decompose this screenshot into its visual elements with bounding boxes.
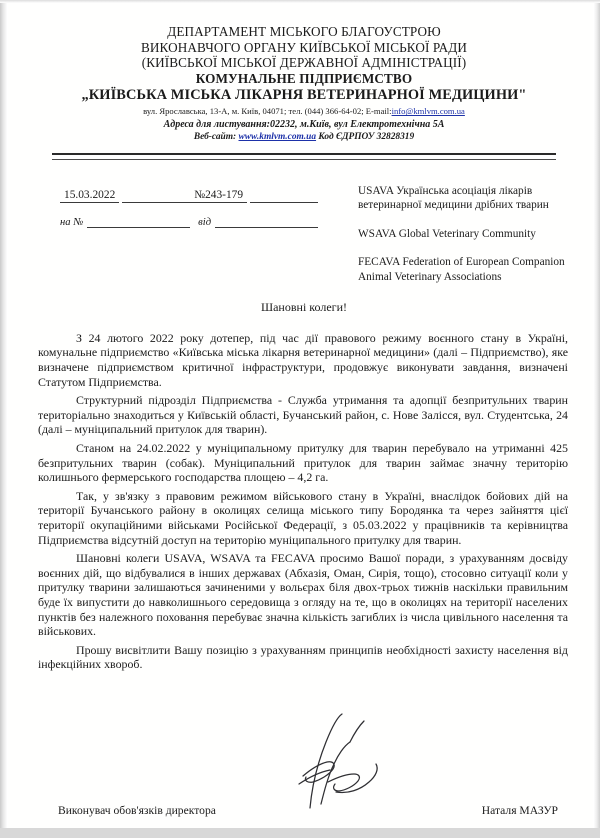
- email-link[interactable]: info@kmlvm.com.ua: [391, 106, 465, 117]
- paragraph-5: Шановні колеги USAVA, WSAVA та FECAVA просимо Вашої поради, з урахуванням досвіду воєнних дій, що відбувалися в інших державах (Абхазія, Оман, Сирія, тощо), стосовно ситуації коли у притулку тварини залишаються зачиненими у вольєрах біля двох-трьох тижнів наскільки правильним буде їх випустити до навколишнього середовища з огляду на те, що в околицях на території населених пунктів без належного поховання перебуває значна кількість загиблих із числа цивільного населення та військових.: [38, 551, 568, 639]
- reference-row-outgoing: [60, 186, 318, 203]
- page-edge-left: [0, 0, 7, 828]
- from-label: від: [198, 216, 212, 228]
- from-date-rule: [215, 214, 318, 228]
- on-number-rule: [87, 214, 190, 228]
- paragraph-1: З 24 лютого 2022 року дотепер, під час дії правового режиму воєнного стану в Україні, комунальне підприємство «Київська міська лікарня ветеринарної медицини» (далі – Підприємство), яке визначене підприємством критичної інфраструктури, продовжує виконувати завдання, визначені Статутом Підприємства.: [38, 330, 568, 389]
- reference-and-addressee-block: [38, 186, 570, 286]
- addressee-fecava: FECAVA Federation of European Companion Animal Veterinary Associations: [358, 256, 565, 283]
- letterhead-contact: [38, 106, 570, 118]
- letterhead-line-2: ВИКОНАВЧОГО ОРГАНУ КИЇВСЬКОЇ МІСЬКОЇ РАДИ: [141, 39, 467, 55]
- letterhead-line-4: КОМУНАЛЬНЕ ПІДПРИЄМСТВО: [195, 70, 413, 86]
- contact-address-phone: вул. Ярославська, 13-А, м. Київ, 04071; тел. (044) 366-64-02; E-mail:: [143, 106, 392, 117]
- letterhead-line-3: (КИЇВСЬКОЇ МІСЬКОЇ ДЕРЖАВНОЇ АДМІНІСТРАЦІЇ): [141, 55, 467, 71]
- salutation: Шановні колеги!: [261, 299, 347, 314]
- letterhead-web-line: [38, 131, 570, 144]
- date-rule: [122, 189, 190, 203]
- page-edge-right: [594, 0, 600, 828]
- letterhead: [38, 0, 570, 160]
- paragraph-3: Станом на 24.02.2022 у муніципальному притулку для тварин перебувало на утриманні 425 безпритульних тварин (собак). Муніципальний притулок для тварин займає значну територію колишнього фермерського господарства площею – 4,2 га.: [38, 441, 568, 485]
- addressee-block: [358, 184, 598, 284]
- letter-date: 15.03.2022: [60, 189, 119, 203]
- signature-area: [38, 718, 570, 838]
- paragraph-2: Структурний підрозділ Підприємства - Служба утримання та адопції безпритульних тварин територіально знаходиться у Київській області, Бучанський район, с. Нове Залісся, вул. Студентська, 24 (далі – муніципальний притулок для тварин).: [38, 393, 568, 437]
- document-content: [38, 0, 570, 838]
- number-rule: [250, 189, 318, 203]
- mailing-address: Адреса для листування:02232, м.Київ, вул Електротехнічна 5А: [163, 118, 445, 130]
- paragraph-6: Прошу висвітлити Вашу позицію з урахуванням принципів необхідності захисту населення від інфекційних хвороб.: [38, 642, 568, 672]
- reference-row-incoming: [60, 211, 318, 228]
- organization-name: „КИЇВСЬКА МІСЬКА ЛІКАРНЯ ВЕТЕРИНАРНОЇ МЕДИЦИНИ": [81, 87, 527, 104]
- letter-number: №243-179: [190, 189, 247, 203]
- website-link[interactable]: www.kmlvm.com.ua: [238, 131, 317, 142]
- addressee-usava: USAVA Українська асоціація лікарів ветеринарної медицини дрібних тварин: [358, 184, 549, 212]
- reference-block: [60, 186, 318, 228]
- letterhead-divider: [52, 153, 556, 160]
- paragraph-4: Так, у зв'язку з правовим режимом військового стану в Україні, внаслідок бойових дій на території Бучанського району в околицях селища міського типу Бородянка та через зайняття цієї території окупаційними військами Російської Федерації, з 05.03.2022 у працівників та керівництва Підприємства відсутній доступ на територію муніципального притулку для тварин.: [38, 488, 568, 547]
- addressee-wsava: WSAVA Global Veterinary Community: [358, 227, 536, 240]
- on-number-label: на №: [60, 216, 84, 228]
- letterhead-line-1: ДЕПАРТАМЕНТ МІСЬКОГО БЛАГОУСТРОЮ: [167, 24, 441, 39]
- edrpou-code: Код ЄДРПОУ 32828319: [318, 131, 415, 142]
- handwritten-signature-icon: [266, 712, 416, 812]
- signer-name: Наталя МАЗУР: [481, 803, 558, 817]
- signer-title: Виконувач обов'язків директора: [58, 803, 216, 817]
- signature-row: [58, 804, 564, 817]
- website-label: Веб-сайт:: [193, 131, 237, 142]
